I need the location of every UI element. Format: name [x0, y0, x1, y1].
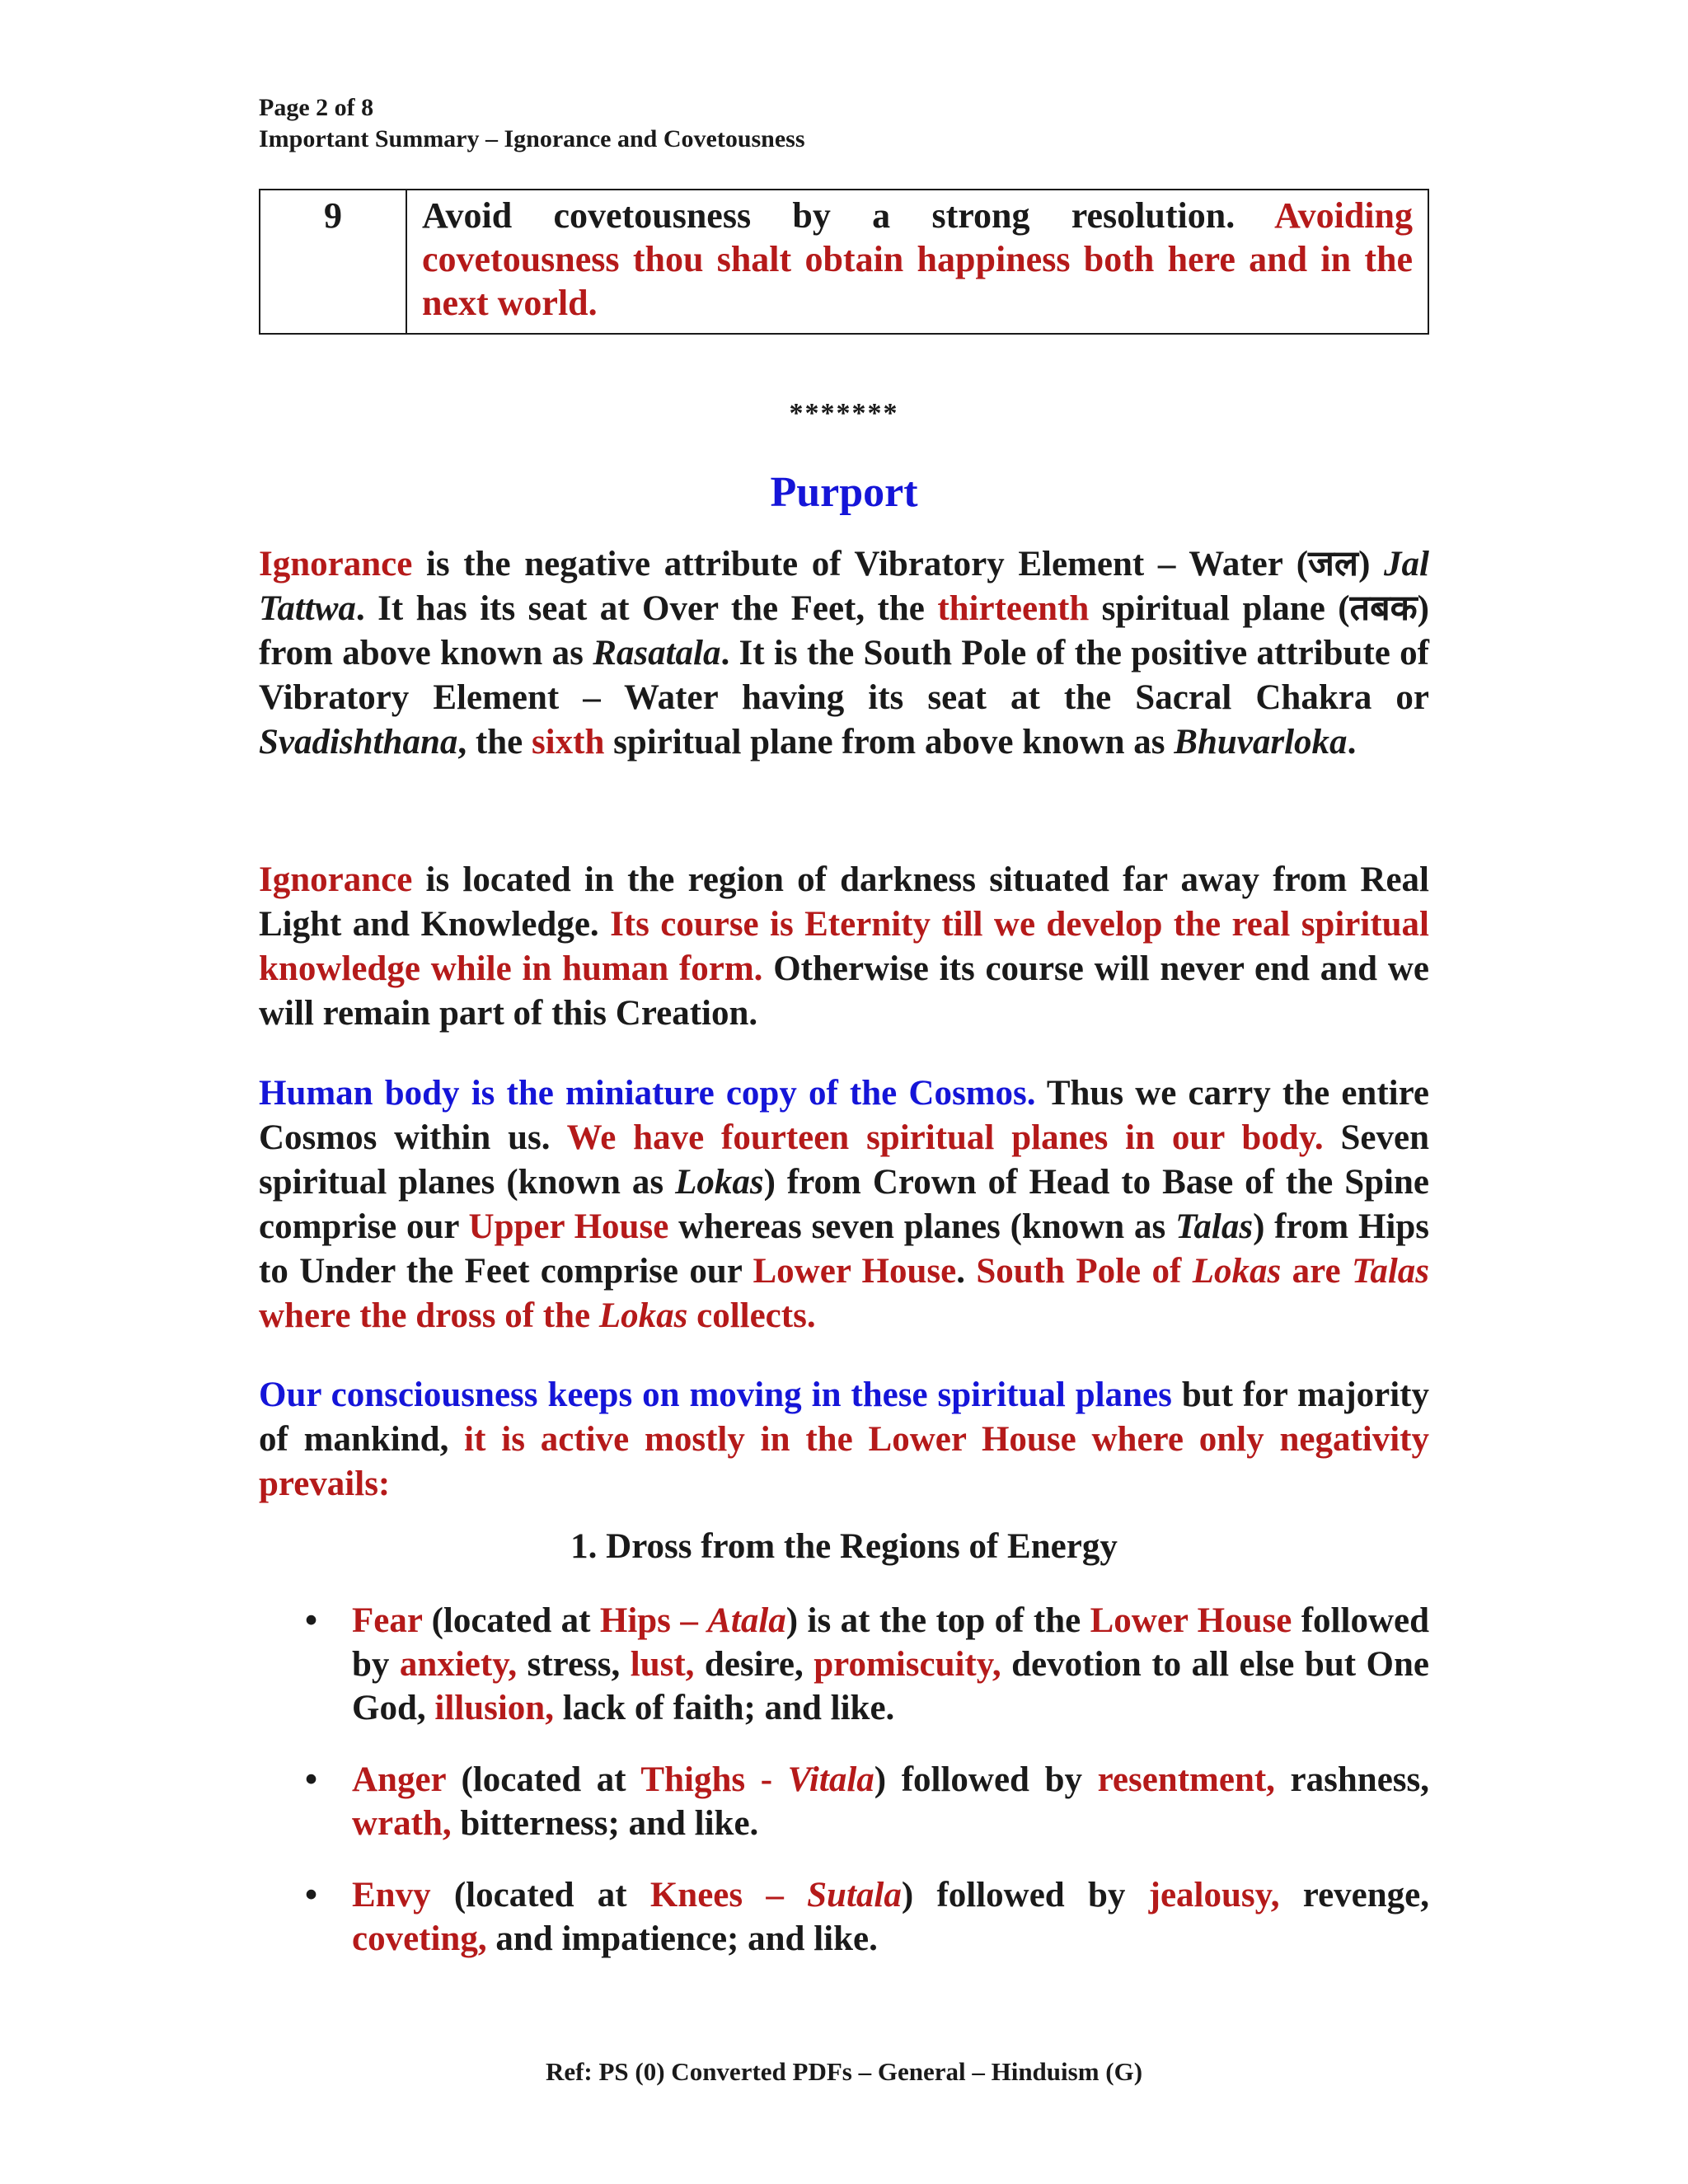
list-item: • Anger (located at Thighs - Vitala) followed by resentment, rashness, wrath, bitterness; and like. [259, 1758, 1429, 1845]
term-anger: Anger [352, 1760, 446, 1799]
paragraph-human-body: Human body is the miniature copy of the Cosmos. Thus we carry the entire Cosmos within us. We have fourteen spiritual planes in our body. Seven spiritual planes (known as Lokas) from Crown of Head to Base of the Spine comprise our Upper House whereas seven planes (known as Talas) from Hips to Under the Feet comprise our Lower House. South Pole of Lokas are Talas where the dross of the Lokas collects. [259, 1074, 1430, 1335]
dross-list [259, 1599, 1429, 1989]
purport-heading: Purport [770, 469, 918, 516]
term-lower-house: Lower House [753, 1252, 957, 1291]
term-thirteenth: thirteenth [937, 589, 1090, 628]
bullet-icon: • [305, 1876, 318, 1915]
paragraph-consciousness: Our consciousness keeps on moving in these spiritual planes but for majority of mankind, it is active mostly in the Lower House where only negativity prevails: [259, 1376, 1429, 1503]
term-jal-tattwa: Jal Tattwa [259, 545, 1429, 628]
paragraph-ignorance-region: Ignorance is located in the region of darkness situated far away from Real Light and Knowledge. Its course is Eternity till we develop the real spiritual knowledge while in human form. Otherwise its course will never end and we will remain part of this Creation. [259, 860, 1430, 1033]
term-fear: Fear [352, 1601, 423, 1640]
table-row [260, 190, 1428, 334]
page-header [259, 92, 805, 155]
rule-text-plain: Avoid covetousness by a strong resolution. [422, 195, 1236, 236]
term-ignorance: Ignorance [259, 860, 413, 899]
bullet-icon: • [305, 1601, 318, 1640]
list-item: • Fear (located at Hips – Atala) is at the top of the Lower House followed by anxiety, stress, lust, desire, promiscuity, devotion to all else but One God, illusion, lack of faith; and like. [259, 1599, 1429, 1730]
term-upper-house: Upper House [468, 1207, 669, 1246]
highlight-fourteen-planes: We have fourteen spiritual planes in our body. [566, 1118, 1324, 1157]
highlight-consciousness: Our consciousness keeps on moving in these spiritual planes [259, 1376, 1172, 1414]
highlight-eternity: Its course is Eternity till we develop the real spiritual knowledge while in human form. [259, 905, 1430, 988]
highlight-cosmos: Human body is the miniature copy of the Cosmos. [259, 1074, 1036, 1113]
rule-table [259, 189, 1429, 335]
term-sixth: sixth [531, 723, 605, 762]
term-bhuvarloka: Bhuvarloka [1174, 723, 1348, 762]
term-svadishthana: Svadishthana [259, 723, 458, 762]
page-number: Page 2 of 8 [259, 94, 374, 121]
term-ignorance: Ignorance [259, 545, 413, 583]
document-title: Important Summary – Ignorance and Covetousness [259, 125, 805, 152]
rule-text [406, 190, 1428, 334]
list-item: • Envy (located at Knees – Sutala) followed by jealousy, revenge, coveting, and impatience; and like. [259, 1873, 1429, 1961]
page-footer: Ref: PS (0) Converted PDFs – General – Hinduism (G) [545, 2057, 1143, 2086]
sub-heading-dross: 1. Dross from the Regions of Energy [570, 1527, 1118, 1566]
section-separator: ******* [789, 398, 899, 429]
rule-number: 9 [260, 190, 406, 334]
paragraph-ignorance-seat: Ignorance is the negative attribute of Vibratory Element – Water (जल) Jal Tattwa. It has its seat at Over the Feet, the thirteenth spiritual plane (तबक) from above known as Rasatala. It is the South Pole of the positive attribute of Vibratory Element – Water having its seat at the Sacral Chakra or Svadishthana, the sixth spiritual plane from above known as Bhuvarloka. [259, 545, 1429, 762]
term-envy: Envy [352, 1876, 431, 1915]
highlight-negativity: it is active mostly in the Lower House where only negativity prevails: [259, 1420, 1429, 1503]
term-rasatala: Rasatala [593, 634, 721, 673]
bullet-icon: • [305, 1760, 318, 1799]
rule-text-highlight: Avoiding covetousness thou shalt obtain happiness both here and in the next world. [422, 195, 1413, 323]
